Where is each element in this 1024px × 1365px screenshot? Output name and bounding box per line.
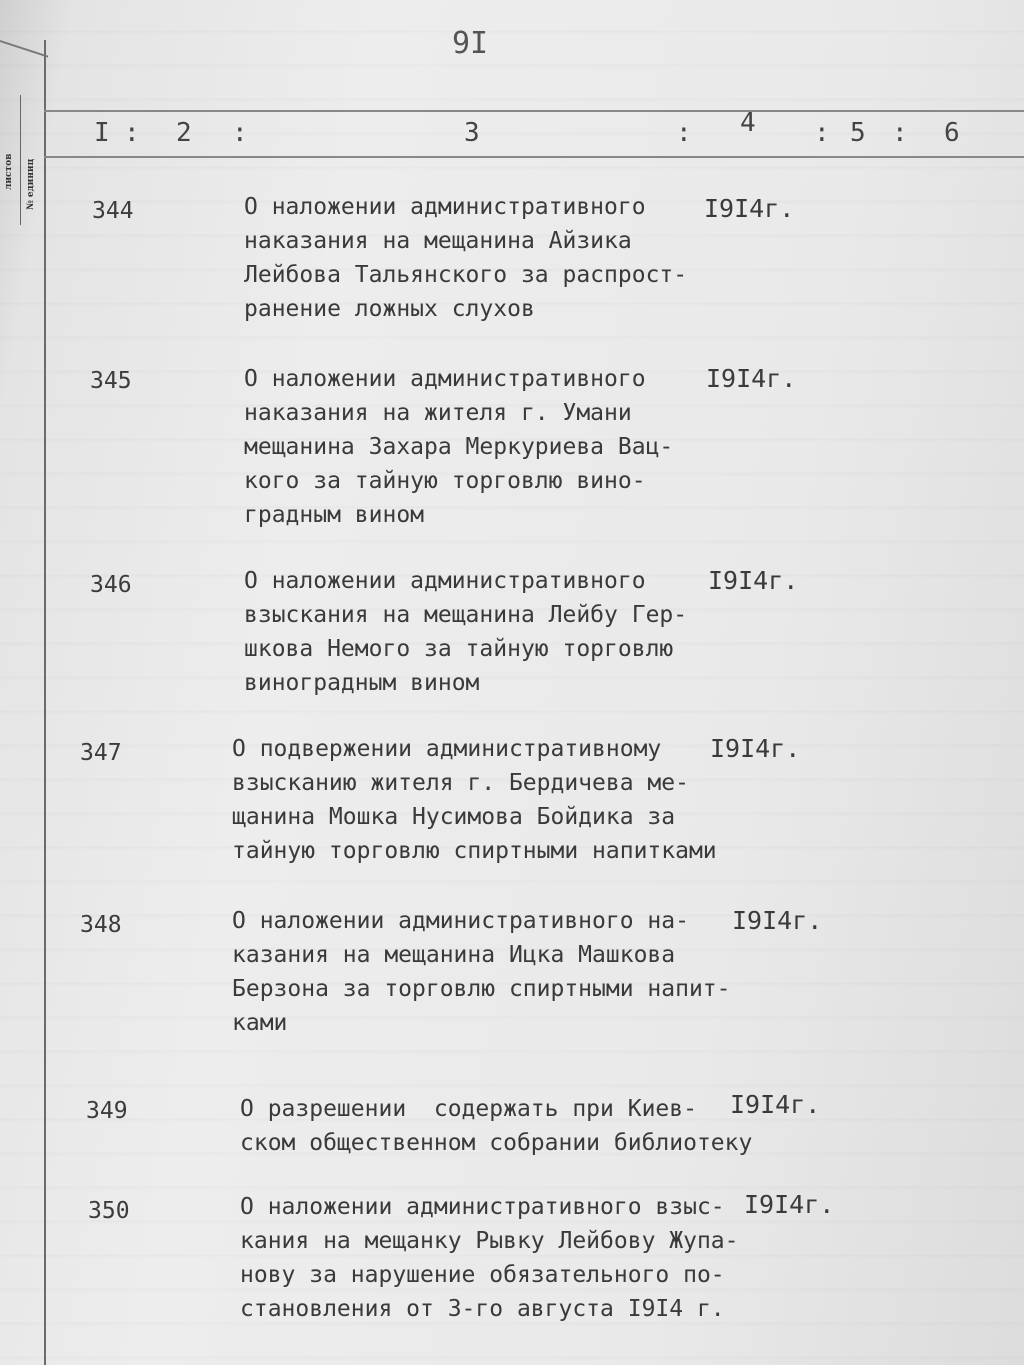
entry-title: О наложении административного взыс- кания на мещанку Рывку Лейбову Жупа- нову за нарушение обязательного по- становления от 3-го августа I9I4 г.: [240, 1194, 739, 1322]
entry-year: I9I4г.: [732, 906, 823, 935]
entry-year: I9I4г.: [710, 734, 801, 763]
column-header-6: 6: [944, 118, 960, 148]
entry-number: 348: [80, 912, 122, 938]
column-separator: :: [124, 118, 140, 148]
column-header-3: 3: [464, 118, 480, 148]
entry-number: 345: [90, 368, 132, 394]
entry-title: О разрешении содержать при Киев- ском общественном собрании библиотеку: [240, 1096, 753, 1156]
entry-number: 347: [80, 740, 122, 766]
entry-title: О наложении административного наказания на мещанина Айзика Лейбова Тальянского за распрост- ранение ложных слухов: [244, 194, 688, 322]
column-header-row: [44, 110, 1024, 158]
margin-divider: [20, 95, 21, 225]
column-separator: :: [892, 118, 908, 148]
margin-label-sheets: листов: [4, 153, 14, 190]
entry-year: I9I4г.: [708, 566, 799, 595]
entry-title: О наложении административного взыскания на мещанина Лейбу Гер- шкова Немого за тайную торговлю виноградным вином: [244, 568, 688, 696]
column-separator: :: [814, 118, 830, 148]
entry-year: I9I4г.: [706, 364, 797, 393]
column-header-2: 2: [176, 118, 192, 148]
entry-year: I9I4г.: [744, 1190, 835, 1219]
entry-year: I9I4г.: [730, 1090, 821, 1119]
margin-label-units: № единиц: [26, 158, 36, 210]
column-separator: :: [676, 118, 692, 148]
column-header-4: 4: [740, 108, 756, 138]
entry-title: О подвержении административному взысканию жителя г. Бердичева ме- щанина Мошка Нусимова Бойдика за тайную торговлю спиртными напитками: [232, 736, 717, 864]
entry-number: 349: [86, 1098, 128, 1124]
entry-title: О наложении административного на- казания на мещанина Ицка Машкова Берзона за торговлю спиртными напит- ками: [232, 908, 731, 1036]
left-margin-strip: [0, 40, 46, 1365]
entry-year: I9I4г.: [704, 194, 795, 223]
column-header-1: I: [94, 118, 110, 148]
column-header-5: 5: [850, 118, 866, 148]
page-number: 9I: [452, 26, 489, 61]
entry-number: 346: [90, 572, 132, 598]
column-separator: :: [232, 118, 248, 148]
entry-title: О наложении административного наказания на жителя г. Умани мещанина Захара Меркуриева Вац- кого за тайную торговлю вино- градным вином: [244, 366, 674, 528]
entry-number: 344: [92, 198, 134, 224]
entry-number: 350: [88, 1198, 130, 1224]
